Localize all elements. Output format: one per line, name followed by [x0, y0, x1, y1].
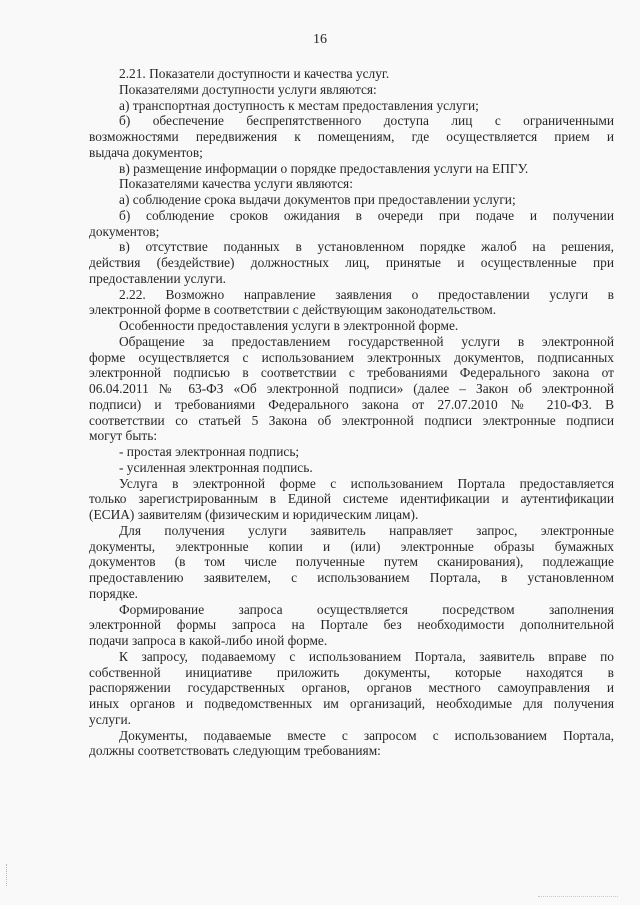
scan-footer-mark: [538, 894, 618, 897]
text-line: Формирование запроса осуществляется посредством заполнения: [119, 601, 614, 617]
text-line: форме осуществляется с использованием электронных документов, подписанных: [89, 349, 614, 365]
text-line: Документы, подаваемые вместе с запросом с использованием Портала,: [119, 727, 614, 743]
text-line: подписи) и требованиями Федерального закона от 27.07.2010 № 210-ФЗ. В: [89, 396, 614, 412]
text-line: предоставлении услуги.: [89, 270, 227, 286]
text-line: услуги.: [89, 711, 132, 727]
scan-edge-mark: [6, 864, 9, 886]
text-line: Для получения услуги заявитель направляет запрос, электронные: [119, 522, 614, 538]
text-line: Услуга в электронной форме с использованием Портала предоставляется: [119, 475, 614, 491]
text-line: должны соответствовать следующим требованиям:: [89, 743, 381, 759]
text-line: Особенности предоставления услуги в электронной форме.: [119, 318, 459, 333]
text-line: а) соблюдение срока выдачи документов при предоставлении услуги;: [119, 192, 516, 207]
text-line: могут быть:: [89, 428, 158, 444]
text-line: в) отсутствие поданных в установленном порядке жалоб на решения,: [119, 239, 614, 255]
text-line: соответствии со статьей 5 Закона об электронной подписи электронные подписи: [89, 412, 614, 428]
text-line: электронной формы запроса на Портале без необходимости дополнительной: [89, 617, 614, 633]
text-line: б) обеспечение беспрепятственного доступа лиц с ограниченными: [119, 113, 614, 129]
text-line: выдача документов;: [89, 144, 203, 160]
text-line: собственной инициативе приложить документы, которые находятся в: [89, 664, 614, 680]
text-line: возможностями передвижения к помещениям, где осуществляется прием и: [89, 129, 614, 144]
text-line: электронной форме в соответствии с действующим законодательством.: [89, 302, 497, 318]
text-line: предоставлению заявителем, с использованием Портала, в установленном: [89, 570, 614, 585]
text-line: электронной подписью в соответствии с требованиями Федерального закона от: [89, 365, 614, 381]
text-line: распоряжении государственных органов, органов местного самоуправления и: [89, 680, 614, 696]
text-line: (ЕСИА) заявителям (физическим и юридическим лицам).: [89, 507, 419, 522]
text-line: иных органов и подведомственных им организаций, необходимые для получения: [89, 696, 614, 711]
text-line: 06.04.2011 № 63-ФЗ «Об электронной подписи» (далее – Закон об электронной: [89, 381, 614, 396]
text-line: К запросу, подаваемому с использованием Портала, заявитель вправе по: [119, 648, 614, 664]
text-line: подачи запроса в какой-либо иной форме.: [89, 633, 328, 648]
text-line: 2.22. Возможно направление заявления о предоставлении услуги в: [119, 286, 614, 302]
text-line: Показателями качества услуги являются:: [119, 176, 353, 192]
text-line: в) размещение информации о порядке предоставления услуги на ЕПГУ.: [119, 160, 529, 176]
text-line: 2.21. Показатели доступности и качества услуг.: [119, 66, 390, 81]
text-line: Обращение за предоставлением государственной услуги в электронной: [119, 333, 614, 349]
text-line: только зарегистрированным в Единой системе идентификации и аутентификации: [89, 491, 614, 507]
page-number: 16: [313, 32, 327, 47]
text-line: порядке.: [89, 585, 138, 601]
text-line: документов;: [89, 223, 160, 239]
text-line: документов (в том числе полученные путем сканирования), подлежащие: [89, 554, 614, 570]
text-line: Показателями доступности услуги являются:: [119, 81, 377, 97]
text-line: - усиленная электронная подпись.: [119, 459, 313, 475]
text-line: действия (бездействие) должностных лиц, принятые и осуществленные при: [89, 255, 614, 270]
text-line: б) соблюдение сроков ожидания в очереди при подаче и получении: [119, 207, 614, 223]
text-line: - простая электронная подпись;: [119, 444, 300, 459]
text-line: документы, электронные копии и (или) электронные образы бумажных: [89, 538, 614, 554]
text-line: а) транспортная доступность к местам предоставления услуги;: [119, 97, 479, 113]
